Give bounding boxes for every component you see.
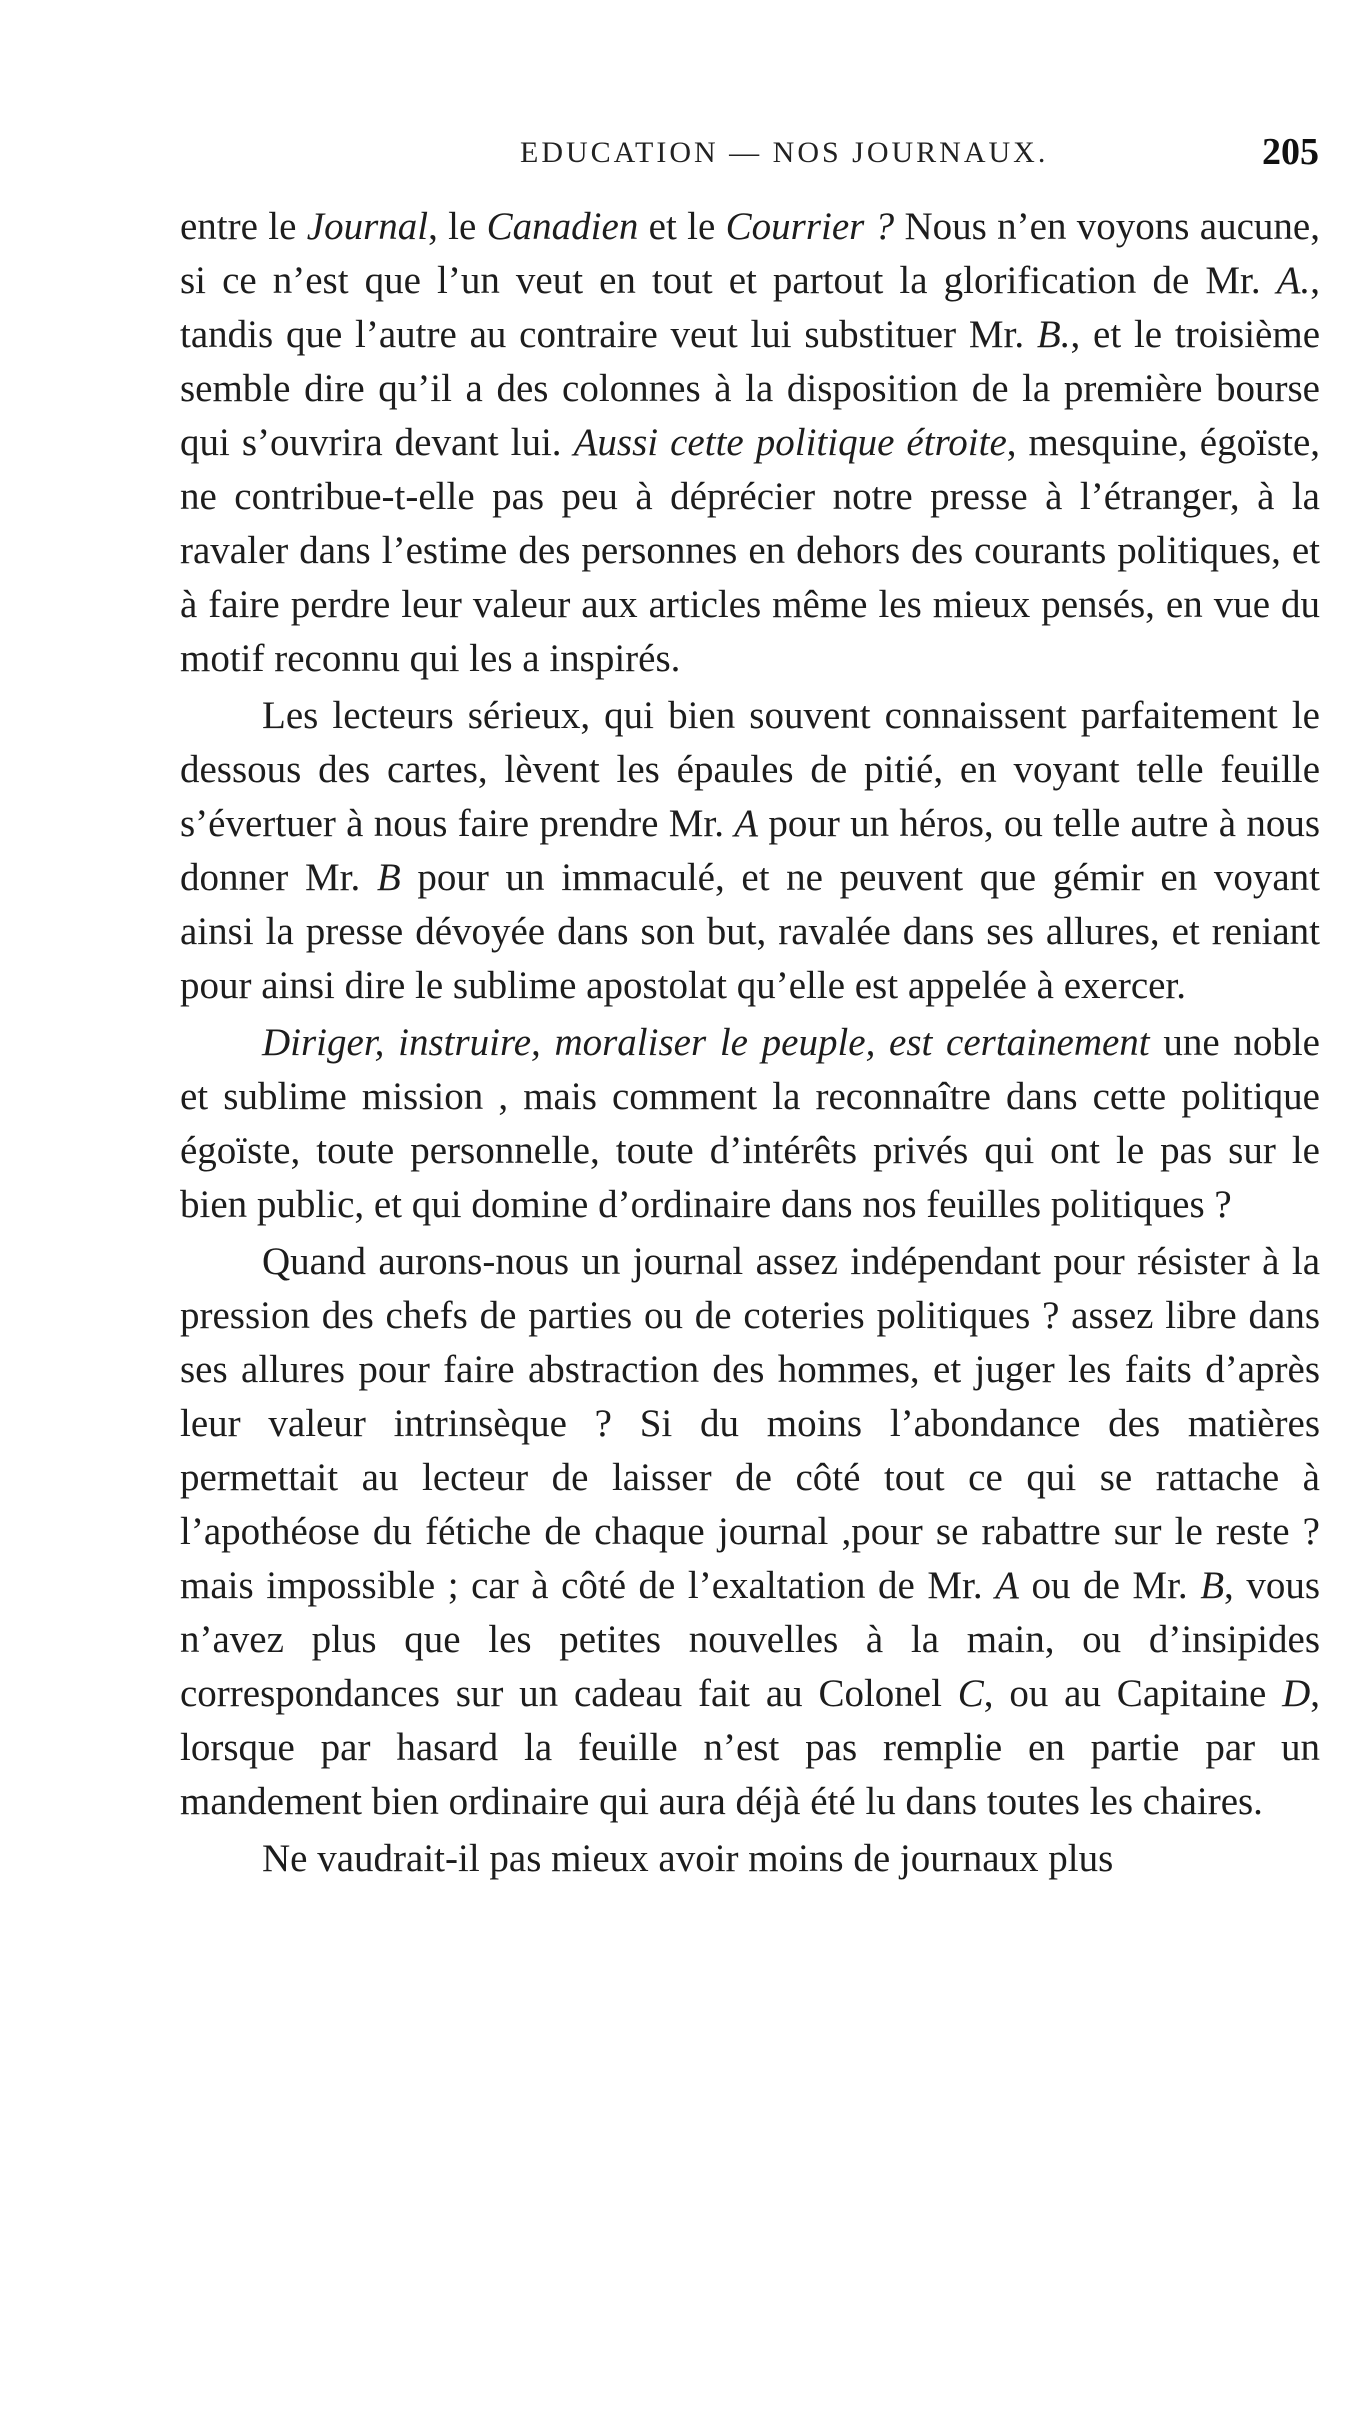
text-run: Ne vaudrait-il pas mieux avoir moins de journaux plus xyxy=(262,1837,1114,1880)
paragraph xyxy=(180,689,1320,1013)
italic-text: Aussi cette politique étroite xyxy=(573,421,1007,464)
italic-text: A xyxy=(995,1564,1019,1607)
text-run: ou de Mr. xyxy=(1019,1564,1201,1607)
italic-text: B xyxy=(376,856,401,899)
paragraph xyxy=(180,1016,1320,1232)
text-run: , lorsque par hasard la feuille n’est pas remplie en partie par un mandement bien ordinaire qui aura déjà été lu dans toutes les chaires. xyxy=(180,1672,1320,1823)
text-run: , ou au Capitaine xyxy=(983,1672,1283,1715)
text-run: , et le troisième semble dire qu’il a des colonnes à la disposition de la première bourse qui s’ouvrira devant lui. xyxy=(180,313,1320,464)
italic-text: Journal xyxy=(306,205,429,248)
italic-text: A xyxy=(734,802,759,845)
text-run: Les lecteurs sérieux, qui bien souvent connaissent parfaitement le dessous des cartes, lèvent les épaules de pitié, en voyant telle feuille s’évertuer à nous faire prendre Mr. xyxy=(180,694,1320,845)
italic-text: B. xyxy=(1036,313,1071,356)
paragraph xyxy=(180,1235,1320,1829)
text-run: pour un héros, ou telle autre à nous donner Mr. xyxy=(180,802,1320,899)
italic-text: Courrier ? xyxy=(725,205,895,248)
text-run: , vous n’avez plus que les petites nouvelles à la main, ou d’insipides correspondances sur un cadeau fait au Colonel xyxy=(180,1564,1320,1715)
text-run: Quand aurons-nous un journal assez indépendant pour résister à la pression des chefs de parties ou de coteries politiques ? assez libre dans ses allures pour faire abstraction des hommes, et juger les faits d’après leur valeur intrinsèque ? Si du moins l’abondance des matières permettait au lecteur de laisser de côté tout ce qui se rattache à l’apothéose du fétiche de chaque journal ,pour se rabattre sur le reste ? mais impossible ; car à côté de l’exaltation de Mr. xyxy=(180,1240,1320,1607)
italic-text: B xyxy=(1200,1564,1225,1607)
text-run: , mesquine, égoïste, ne contribue-t-elle pas peu à déprécier notre presse à l’étranger, à la ravaler dans l’estime des personnes en dehors des courants politiques, et à faire perdre leur valeur aux articles même les mieux pensés, en vue du motif reconnu qui les a inspirés. xyxy=(180,421,1321,680)
body-text xyxy=(180,200,1320,1886)
italic-text: Diriger, instruire, moraliser le peuple, est certainement xyxy=(262,1021,1150,1064)
italic-text: A. xyxy=(1276,259,1311,302)
text-run: , tandis que l’autre au contraire veut lui substituer Mr. xyxy=(180,259,1320,356)
italic-text: D xyxy=(1282,1672,1311,1715)
paragraph xyxy=(180,200,1320,686)
running-title: EDUCATION — NOS JOURNAUX. xyxy=(520,136,1049,169)
text-run: et le xyxy=(638,205,726,248)
text-run: entre le xyxy=(180,205,307,248)
text-run: pour un immaculé, et ne peuvent que gémir en voyant ainsi la presse dévoyée dans son but, ravalée dans ses allures, et reniant pour ainsi dire le sublime apostolat qu’elle est appelée à exercer. xyxy=(180,856,1321,1007)
text-run: Nous n’en voyons aucune, si ce n’est que l’un veut en tout et partout la glorification de Mr. xyxy=(180,205,1320,302)
text-run: une noble et sublime mission , mais comment la reconnaître dans cette politique égoïste, toute personnelle, toute d’intérêts privés qui ont le pas sur le bien public, et qui domine d’ordinaire dans nos feuilles politiques ? xyxy=(180,1021,1320,1226)
italic-text: Canadien xyxy=(486,205,639,248)
paragraph xyxy=(180,1832,1320,1886)
text-run: , le xyxy=(428,205,487,248)
page-number: 205 xyxy=(1262,131,1319,173)
italic-text: C xyxy=(957,1672,984,1715)
